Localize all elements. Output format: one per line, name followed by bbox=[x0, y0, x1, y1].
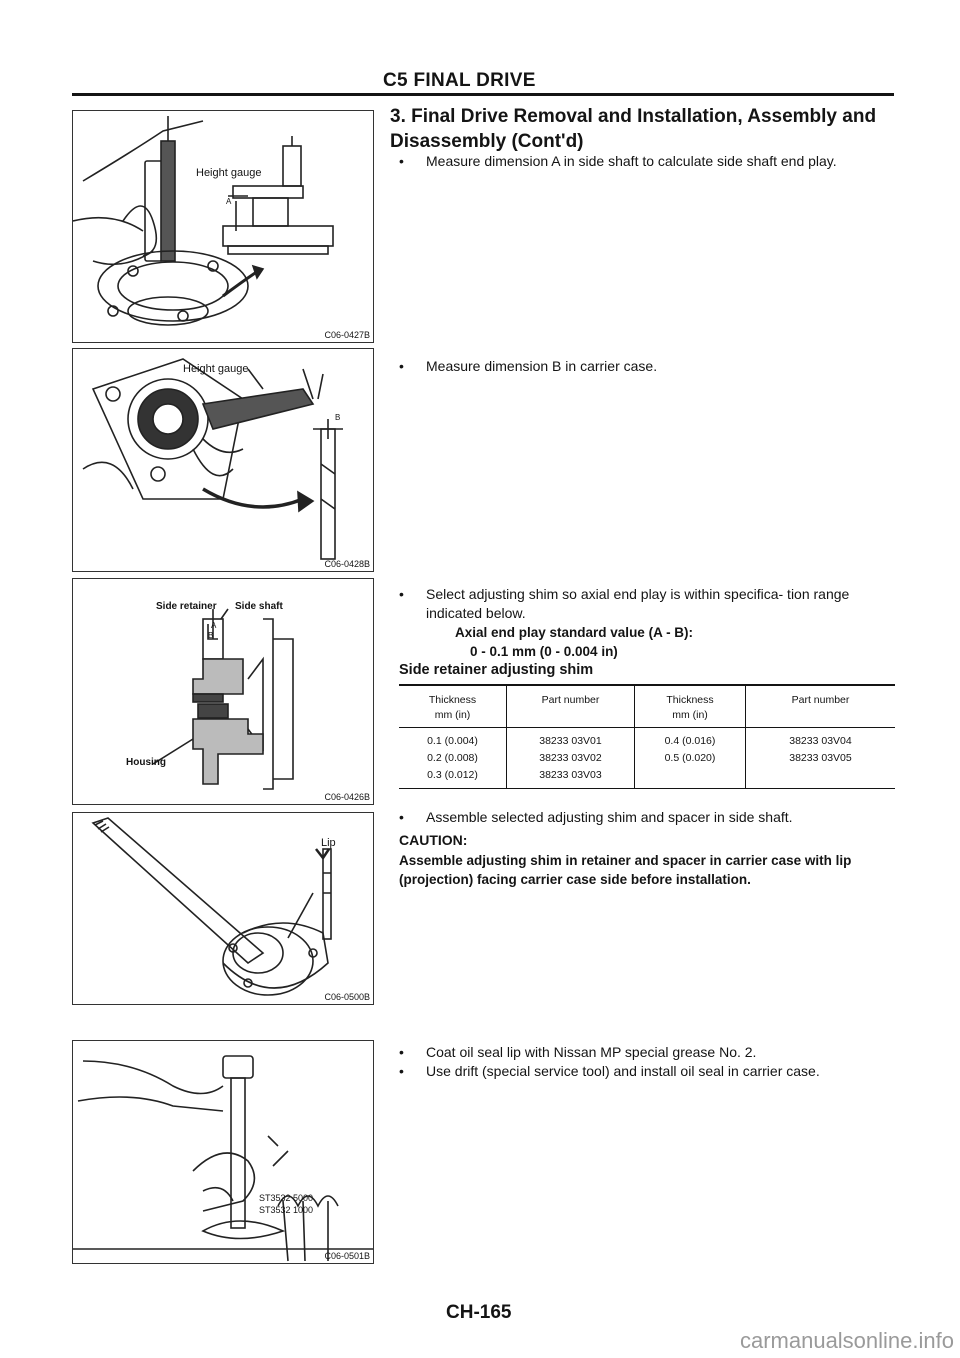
bullet-icon: • bbox=[399, 809, 404, 825]
header-title: C5 FINAL DRIVE bbox=[383, 70, 536, 91]
label-dimension-a: A bbox=[226, 197, 232, 206]
step-coat-oil-seal bbox=[399, 1043, 904, 1062]
table-row bbox=[399, 728, 895, 751]
table-cell: 38233 03V03 bbox=[507, 767, 635, 789]
table-row bbox=[399, 767, 895, 789]
figure-side-shaft-height-gauge bbox=[72, 110, 374, 343]
label-height-gauge: Height gauge bbox=[183, 363, 249, 375]
illustration-drift-install-oil-seal bbox=[73, 1041, 373, 1263]
table-row bbox=[399, 750, 895, 767]
table-cell: 0.2 (0.008) bbox=[427, 752, 478, 764]
bullet-icon: • bbox=[399, 1044, 404, 1060]
step-assemble-shim-spacer bbox=[399, 808, 904, 827]
bullet-icon: • bbox=[399, 358, 404, 374]
bullet-icon: • bbox=[399, 1063, 404, 1079]
table-cell bbox=[635, 767, 746, 789]
label-tool-st35325000: ST3532 5000 bbox=[259, 1193, 314, 1203]
header-rule bbox=[72, 93, 894, 96]
header-cell: Part number bbox=[746, 685, 896, 728]
step-measure-dimension-b bbox=[399, 357, 904, 376]
section-title: 3. Final Drive Removal and Installation, Assembly and Disassembly (Cont'd) bbox=[390, 106, 877, 152]
table-title: Side retainer adjusting shim bbox=[399, 662, 594, 678]
label-side-shaft: Side shaft bbox=[235, 601, 283, 612]
label-height-gauge: Height gauge bbox=[196, 167, 262, 179]
header-cell: Thickness mm (in) bbox=[399, 685, 507, 728]
step-select-adjusting-shim bbox=[399, 585, 904, 623]
step-text: Measure dimension A in side shaft to calculate side shaft end play. bbox=[426, 153, 837, 169]
shim-table bbox=[399, 684, 895, 789]
table-header-row bbox=[399, 685, 895, 728]
illustration-carrier-case-measure bbox=[73, 349, 373, 571]
bullet-icon: • bbox=[399, 586, 404, 602]
figure-side-retainer-section bbox=[72, 578, 374, 805]
label-dimension-b: B bbox=[208, 631, 214, 640]
figure-code: C06-0501B bbox=[324, 1251, 370, 1261]
label-side-retainer: Side retainer bbox=[156, 601, 217, 612]
label-housing: Housing bbox=[126, 757, 166, 768]
page-number: CH-165 bbox=[446, 1302, 512, 1323]
table-cell: 38233 03V05 bbox=[746, 750, 896, 767]
table-cell: 38233 03V02 bbox=[507, 750, 635, 767]
step-install-oil-seal bbox=[399, 1062, 904, 1081]
step-text: Use drift (special service tool) and install oil seal in carrier case. bbox=[426, 1063, 820, 1079]
watermark: carmanualsonline.info bbox=[739, 1328, 954, 1353]
figure-shim-and-spacer bbox=[72, 812, 374, 1005]
label-dimension-a: A bbox=[211, 621, 217, 630]
caution-label: CAUTION: bbox=[399, 832, 468, 848]
table-cell: 0.4 (0.016) bbox=[635, 728, 746, 751]
header-cell: Part number bbox=[507, 685, 635, 728]
figure-code: C06-0426B bbox=[324, 792, 370, 802]
step-measure-dimension-a bbox=[399, 152, 904, 171]
figure-code: C06-0500B bbox=[324, 992, 370, 1002]
figure-code: C06-0427B bbox=[324, 330, 370, 340]
figure-carrier-case-height-gauge bbox=[72, 348, 374, 572]
label-lip: Lip bbox=[321, 837, 336, 849]
label-tool-st35321000: ST3532 1000 bbox=[259, 1205, 314, 1215]
table-cell: 0.3 (0.012) bbox=[399, 767, 507, 789]
bullet-icon: • bbox=[399, 153, 404, 169]
label-dimension-b: B bbox=[335, 413, 341, 422]
illustration-side-retainer-cross-section bbox=[73, 579, 373, 804]
figure-oil-seal-installation bbox=[72, 1040, 374, 1264]
illustration-side-shaft-measure bbox=[73, 111, 373, 342]
step-text: Assemble selected adjusting shim and spacer in side shaft. bbox=[426, 809, 793, 825]
step-text: Coat oil seal lip with Nissan MP special grease No. 2. bbox=[426, 1044, 757, 1060]
spec-label: Axial end play standard value (A - B): bbox=[455, 625, 694, 640]
spec-value: 0 - 0.1 mm (0 - 0.004 in) bbox=[470, 644, 618, 659]
caution-text: Assemble adjusting shim in retainer and spacer in carrier case with lip (projection) facing carrier case side before installation. bbox=[399, 853, 852, 887]
step-text: Select adjusting shim so axial end play is within specifica- tion range indicated below. bbox=[426, 586, 850, 621]
table-cell: 38233 03V04 bbox=[746, 728, 896, 751]
table-cell bbox=[746, 767, 896, 789]
table-cell: 0.1 (0.004) bbox=[399, 728, 507, 751]
table-cell: 38233 03V01 bbox=[507, 728, 635, 751]
header-cell: Thickness mm (in) bbox=[635, 685, 746, 728]
step-text: Measure dimension B in carrier case. bbox=[426, 358, 658, 374]
table-cell: 0.5 (0.020) bbox=[635, 750, 746, 767]
figure-code: C06-0428B bbox=[324, 559, 370, 569]
